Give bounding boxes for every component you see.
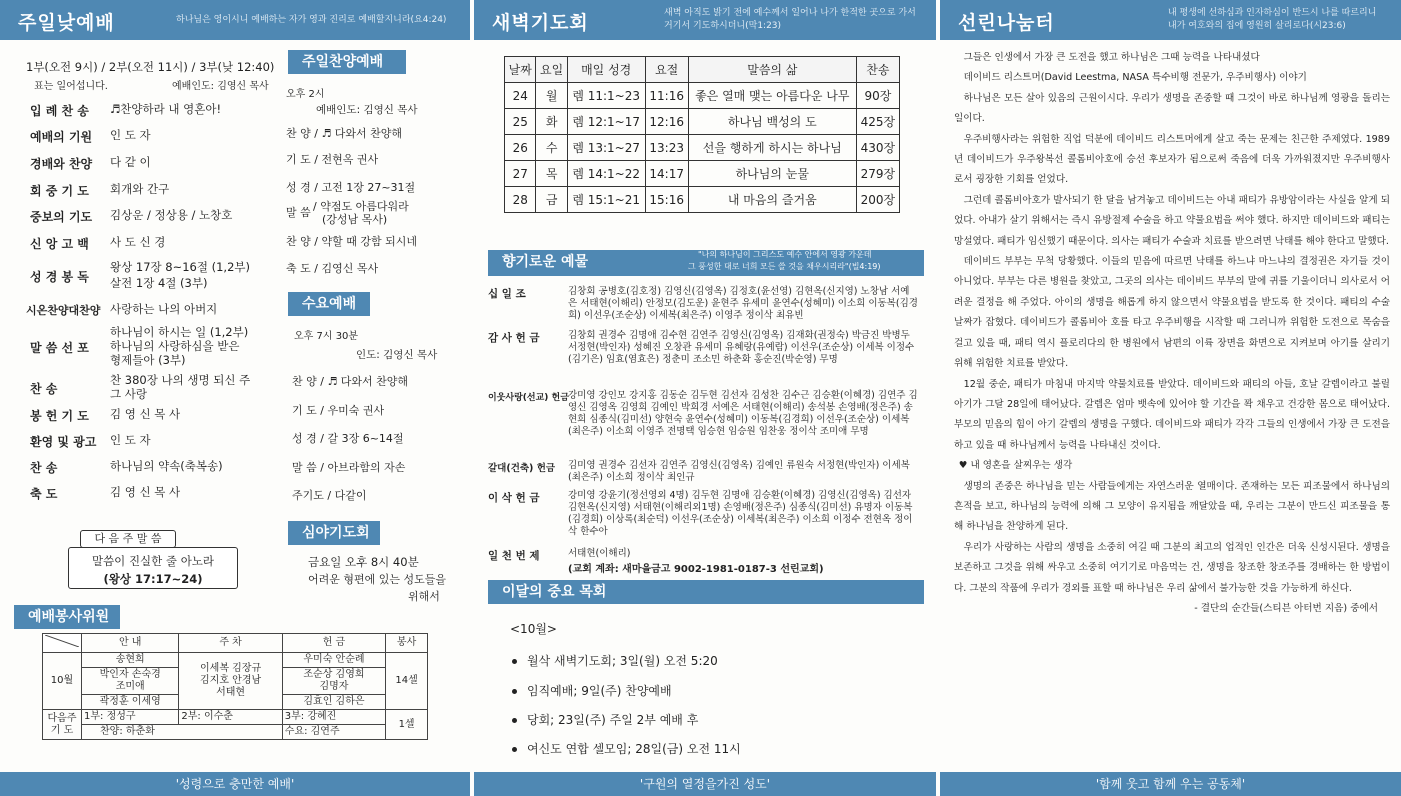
offering-verse: 그 풍성한 대로 너희 모든 쓸 것을 채우시리라"(빌4:19) xyxy=(688,262,881,271)
order-value: 인 도 자 xyxy=(110,128,151,142)
essay-paragraph: 우주비행사라는 위험한 직업 덕분에 데이비드 리스트머에게 살고 죽는 문제는 친근한 주제였다. 1989년 데이비드가 우주왕복선 콜롬비아호에 승선 후보자가 됨으로써 죽음에 더욱 가까워졌지만 우주비행사로서 굉장한 기회를 얻었다. xyxy=(954,133,1390,186)
praise-time: 오후 2시 xyxy=(286,89,325,100)
cell-verse: 15:16 xyxy=(645,187,688,213)
wednesday-time: 오후 7시 30분 xyxy=(294,331,359,342)
wednesday-leader: 인도: 김영신 목사 xyxy=(356,349,438,361)
wednesday-item-value: / 아브라함의 자손 xyxy=(320,461,406,474)
table-header: 매일 성경 xyxy=(567,57,645,83)
footer-motto: '함께 웃고 함께 우는 공동체' xyxy=(940,772,1401,796)
order-value: 그 사랑 xyxy=(110,387,147,401)
essay-paragraph: 우리가 사랑하는 사람의 생명을 소중히 여길 때 그분의 최고의 업적인 인간은 더욱 신성시된다. 생명을 보존하고 그것을 위해 싸우고 소중히 여기기로 마음먹는 건, 생명을 창조한 창조주를 경배하는 한 방법이다. 그분의 작품에 우리가 경외를 표할 때 하나님은 우리 삶에서 불가능한 것을 가능하게 하신다. xyxy=(954,541,1390,594)
cell-hymn: 279장 xyxy=(856,161,899,187)
table-cell: 2부: 이수춘 xyxy=(179,710,282,725)
order-value: 김 영 신 목 사 xyxy=(110,485,181,499)
cell-reading: 렘 13:1~27 xyxy=(567,135,645,161)
table-header: 요일 xyxy=(536,57,567,83)
bullet-icon xyxy=(512,689,517,694)
order-label: 신 앙 고 백 xyxy=(30,237,89,251)
essay-source: - 결단의 순간들(스티븐 아터번 지음) 중에서 xyxy=(1194,602,1378,614)
order-value: 김 영 신 목 사 xyxy=(110,407,181,421)
cell-day: 목 xyxy=(536,161,567,187)
cell-hymn: 425장 xyxy=(856,109,899,135)
wednesday-item-value: / ♬ 다와서 찬양해 xyxy=(320,375,409,388)
footer-motto: '성령으로 충만한 예배' xyxy=(0,772,470,796)
parking-name: 서태현 xyxy=(216,687,246,698)
essay-paragraph: 그들은 인생에서 가장 큰 도전을 했고 하나님은 그때 능력을 나타내셨다 xyxy=(963,52,1260,63)
standing-notice: 표는 일어섭니다. xyxy=(34,81,108,92)
offering-label: 이 삭 헌 금 xyxy=(488,492,540,504)
sunday-worship-verse: 하나님은 영이시니 예배하는 자가 영과 진리로 예배할지니라(요4:24) xyxy=(176,15,447,25)
wednesday-item xyxy=(292,404,384,418)
offering-verse: "나의 하나님이 그리스도 예수 안에서 영광 가운데 xyxy=(698,250,872,259)
cell-theme: 하나님 백성의 도 xyxy=(688,109,856,135)
offering-label: 갈대(건축) 헌금 xyxy=(488,463,556,474)
table-corner xyxy=(43,634,82,653)
offering-names: 김창회 권경수 김명애 김수현 김연주 김영신(김영옥) 김재화(권정숙) 박금진 박병두 서정현(박인자) 성혜진 오창관 유세미 유혜랑(유예람) 이선우(조순상) 이세복 이정수(김기은) 임효(염효은) 정춘미 조소민 하춘화 홍순진(박순영) 무명 xyxy=(568,330,915,365)
event-text: 당회; 23일(주) 주일 2부 예배 후 xyxy=(527,713,699,727)
order-value: 인 도 자 xyxy=(110,433,151,447)
praise-item-value: / ♬ 다와서 찬양해 xyxy=(314,127,403,140)
table-cell: 찬양: 하춘화 xyxy=(82,725,283,740)
event-item xyxy=(512,652,718,669)
offering-label: 이웃사랑(선교) 헌금 xyxy=(488,393,569,403)
worship-leader: 예배인도: 김영신 목사 xyxy=(172,81,269,92)
essay-paragraph: 하나님은 모든 살아 있음의 근원이시다. 우리가 생명을 존중할 때 그것이 바로 하나님께 영광을 돌리는 일이다. xyxy=(954,92,1390,125)
church-account: (교회 계좌: 새마을금고 9002-1981-0187-3 선린교회) xyxy=(568,564,824,575)
cell-theme: 선을 행하게 하시는 하나님 xyxy=(688,135,856,161)
night-prayer-time: 금요일 오후 8시 40분 xyxy=(308,555,419,569)
worship-times: 1부(오전 9시) / 2부(오전 11시) / 3부(낮 12:40) xyxy=(26,60,275,74)
events-title: 이달의 중요 목회 xyxy=(488,580,924,604)
guide-name: 조미애 xyxy=(115,681,145,692)
praise-item-value: (강성남 목사) xyxy=(322,213,388,226)
praise-item xyxy=(286,153,378,167)
wednesday-item-value: / 갈 3장 6~14절 xyxy=(320,432,404,445)
bullet-icon xyxy=(512,718,517,723)
sunday-worship-title: 주일낮예배 xyxy=(18,12,115,34)
order-value: 사 도 신 경 xyxy=(110,235,166,249)
table-cell-service: 1셀 xyxy=(386,710,428,740)
table-cell: 송현희 xyxy=(82,653,179,668)
service-committee-title: 예배봉사위원 xyxy=(14,605,120,629)
table-cell: 곽정훈 이세영 xyxy=(82,695,179,710)
wednesday-item xyxy=(292,432,404,446)
parking-name: 이세복 김장규 xyxy=(200,663,262,674)
cell-reading: 렘 15:1~21 xyxy=(567,187,645,213)
praise-item xyxy=(286,181,415,195)
essay-paragraph: 데이비드 부부는 무척 당황했다. 이들의 믿음에 따르면 낙태를 하느냐 마느냐의 결정권은 자기들 것이 아니었다. 부부는 다른 병원을 찾았고, 그곳의 의사는 데이비드 부부의 말에 귀를 기울이더니 의사로서 어려운 결정을 해 주었다. 아이의 생명을 해롭게 하지 않으면서 약물요법을 받도록 한 것이다. 패티의 수술 날짜가 잡혔다. 데이비드가 콜롬비아 호를 타고 우주비행을 시작할 때 그러니까 위험한 도전으로 목숨을 걸고 있을 때, 패티 역시 플로리다의 한 병원에서 남편의 이륙 장면을 화면으로 지켜보며 아기를 살리기 위해 위험한 치료를 받았다. xyxy=(954,256,1390,370)
offering-name: 조순상 김영희 xyxy=(303,669,365,680)
next-week-sermon: 말씀이 진실한 줄 아노라 xyxy=(91,554,215,568)
table-row xyxy=(505,161,900,187)
cell-hymn: 90장 xyxy=(856,83,899,109)
order-value: 형제들아 (3부) xyxy=(110,353,186,367)
offering-header xyxy=(488,250,924,276)
order-label: 경배와 찬양 xyxy=(30,157,93,171)
offering-name: 김명자 xyxy=(319,681,349,692)
guide-name: 박인자 손숙경 xyxy=(99,669,161,680)
table-cell xyxy=(282,668,385,695)
cell-date: 26 xyxy=(505,135,536,161)
event-text: 임직예배; 9일(주) 찬양예배 xyxy=(527,684,672,698)
cell-verse: 12:16 xyxy=(645,109,688,135)
cell-date: 27 xyxy=(505,161,536,187)
cell-date: 24 xyxy=(505,83,536,109)
sharing-header xyxy=(940,0,1401,40)
essay-body xyxy=(954,48,1390,619)
cell-day: 화 xyxy=(536,109,567,135)
order-value: 살전 1장 4절 (3부) xyxy=(110,276,208,290)
table-header: 안 내 xyxy=(82,634,179,653)
cell-theme: 좋은 열매 맺는 아름다운 나무 xyxy=(688,83,856,109)
cell-hymn: 200장 xyxy=(856,187,899,213)
essay-paragraph: 그런데 콜롬비아호가 발사되기 한 달을 남겨놓고 데이비드는 아내 패티가 유방암이라는 사실을 알게 되었다. 아내가 살기 위해서는 즉시 유방절제 수술을 하고 약물요법을 써야 했다. 하지만 데이비드와 패티는 망설였다. 패티가 임신했기 때문이다. 의사는 패티가 수술과 치료를 받으려면 낙태를 해야 한다고 말했다. xyxy=(954,194,1390,247)
praise-item xyxy=(286,262,378,276)
table-cell-parking xyxy=(179,653,282,710)
praise-leader: 예배인도: 김영신 목사 xyxy=(316,104,418,116)
praise-item-value: / 김영신 목사 xyxy=(314,262,379,275)
table-cell-service: 14셀 xyxy=(386,653,428,710)
table-cell: 1부: 정성구 xyxy=(82,710,179,725)
cell-verse: 14:17 xyxy=(645,161,688,187)
order-label: 찬 송 xyxy=(30,461,58,475)
next-week-box xyxy=(68,547,238,589)
table-header: 날짜 xyxy=(505,57,536,83)
dawn-prayer-header xyxy=(474,0,936,40)
bullet-icon xyxy=(512,659,517,664)
table-cell: 수요: 김연주 xyxy=(282,725,385,740)
next-week-label: 다 음 주 말 씀 xyxy=(80,530,176,548)
essay-paragraph: 12월 중순, 패티가 마침내 마지막 약물치료를 받았다. 데이비드와 패티의 아들, 호날 갈렙이라고 불릴 아기가 그달 28일에 태어났다. 갈렙은 엄마 뱃속에 있어야 할 기간을 꽉 채우고 건강한 몸으로 태어났다. 부모의 믿음의 힘이 아기 갈렙의 생명을 구했다. 데이비드와 패티가 각각 그들의 인생에서 가장 큰 도전을 하고 있을 때 하나님께서 능력을 나타내신 것이다. xyxy=(954,378,1390,451)
offering-names: 김창회 공병호(김호정) 김영신(김영옥) 김정호(윤선영) 김현옥(신지영) 노창남 서예은 서태현(이해리) 안정모(김도운) 윤현주 유세미 윤연수(성혜미) 이소희 이동복(김경희) 이선우(조순상) 이세복(최은주) 이영주 정이삭 최유빈 xyxy=(568,286,918,321)
table-header: 봉사 xyxy=(386,634,428,653)
wednesday-item xyxy=(292,375,408,389)
footer-motto: '구원의 열정을가진 성도' xyxy=(474,772,936,796)
table-header: 헌 금 xyxy=(282,634,385,653)
table-cell-month: 10월 xyxy=(43,653,82,710)
table-header: 말씀의 삶 xyxy=(688,57,856,83)
praise-item-label: 성 경 xyxy=(286,181,311,194)
offering-list xyxy=(488,286,928,586)
event-item xyxy=(512,711,698,728)
column-sunday-worship xyxy=(0,0,470,796)
cell-verse: 11:16 xyxy=(645,83,688,109)
wednesday-item-label: 말 씀 xyxy=(292,461,317,474)
cell-day: 수 xyxy=(536,135,567,161)
cell-reading: 렘 11:1~23 xyxy=(567,83,645,109)
table-row xyxy=(505,187,900,213)
wednesday-item-label: 찬 양 xyxy=(292,375,317,388)
order-label: 입 례 찬 송 xyxy=(30,104,89,118)
order-value: 다 같 이 xyxy=(110,155,151,169)
event-item xyxy=(512,740,741,757)
praise-item-label: 기 도 xyxy=(286,153,311,166)
sharing-title: 선린나눔터 xyxy=(958,12,1055,34)
cell-theme: 하나님의 눈물 xyxy=(688,161,856,187)
offering-label: 감 사 헌 금 xyxy=(488,332,540,344)
praise-item-label: 찬 양 xyxy=(286,235,311,248)
order-label: 예배의 기원 xyxy=(30,130,93,144)
praise-item-value: / 약점도 아름다워라 xyxy=(313,200,409,213)
event-text: 여신도 연합 셀모임; 28일(금) 오전 11시 xyxy=(527,742,741,756)
order-label: 중보의 기도 xyxy=(30,210,93,224)
order-value: 하나님의 사랑하심을 받은 xyxy=(110,339,240,353)
event-item xyxy=(512,682,672,699)
nextweek-label: 기 도 xyxy=(50,724,74,736)
cell-reading: 렘 14:1~22 xyxy=(567,161,645,187)
wednesday-item xyxy=(292,489,366,503)
offering-names: 서태현(이해리) xyxy=(568,548,631,559)
praise-item-value: / 전현옥 권사 xyxy=(314,153,379,166)
praise-item-label: 찬 양 xyxy=(286,127,311,140)
order-label: 회 중 기 도 xyxy=(30,184,89,198)
essay-paragraph: 생명의 존중은 하나님을 믿는 사람들에게는 자연스러운 열매이다. 존재하는 모든 피조물에서 하나님의 흔적을 보고, 하나님의 능력에 의해 그 모양이 유지됨을 깨달았을 때, 우리는 그분이 만드신 피조물을 통해 하나님을 찬양하게 된다. xyxy=(954,480,1390,533)
cell-reading: 렘 12:1~17 xyxy=(567,109,645,135)
wednesday-item-label: 주기도 xyxy=(292,489,324,502)
order-value: 하나님이 하시는 일 (1,2부) xyxy=(110,325,249,339)
offering-names: 김미영 권경수 김선자 김연주 김영신(김영옥) 김예인 류원숙 서정현(박인자) 이세복(최은주) 이소희 정이삭 최인규 xyxy=(568,460,910,483)
nextweek-label: 다음주 xyxy=(47,712,77,724)
essay-paragraph: 데이비드 리스트머(David Leestma, NASA 특수비행 전문가, 우주비행사) 이야기 xyxy=(963,72,1307,84)
order-value: 회개와 간구 xyxy=(110,182,170,196)
next-week-ref: (왕상 17:17~24) xyxy=(103,572,203,586)
praise-item-label: 말 씀 xyxy=(286,206,311,219)
dawn-prayer-verse: 새벽 아직도 밝기 전에 예수께서 일어나 나가 한적한 곳으로 가서 xyxy=(664,8,916,18)
table-header: 찬송 xyxy=(856,57,899,83)
offering-title: 향기로운 예물 xyxy=(502,254,589,270)
cell-verse: 13:23 xyxy=(645,135,688,161)
dawn-schedule-table xyxy=(504,56,900,213)
cell-hymn: 430장 xyxy=(856,135,899,161)
order-label: 환영 및 광고 xyxy=(30,435,97,449)
praise-item-label: 축 도 xyxy=(286,262,311,275)
cell-theme: 내 마음의 즐거움 xyxy=(688,187,856,213)
offering-names: 강미영 강윤기(정선영외 4명) 김두현 김명애 김승환(이혜경) 김영신(김영옥) 김선자 김현옥(신지영) 서태현(이해리외1명) 손영배(정은주) 심종식(김미선) 유명자 이동복(김경희) 이상록(최순덕) 이선우(조순상) 이세복(최은주) 이소희 이정수 전현옥 정이삭 한수아 xyxy=(568,490,913,537)
praise-item xyxy=(286,127,402,141)
wednesday-item-value: / 우미숙 권사 xyxy=(320,404,385,417)
table-cell-nextweek xyxy=(43,710,82,740)
offering-label: 일 천 번 제 xyxy=(488,550,540,562)
event-text: 월삭 새벽기도회; 3일(월) 오전 5:20 xyxy=(527,654,718,668)
order-label: 축 도 xyxy=(30,487,58,501)
cell-day: 월 xyxy=(536,83,567,109)
events-month: <10월> xyxy=(510,622,557,636)
table-row xyxy=(505,135,900,161)
cell-date: 25 xyxy=(505,109,536,135)
wednesday-item xyxy=(292,461,405,475)
table-row xyxy=(505,109,900,135)
offering-label: 십 일 조 xyxy=(488,288,526,300)
night-prayer-purpose: 어려운 형편에 있는 성도들을 xyxy=(308,573,447,586)
column-sharing xyxy=(940,0,1401,796)
dawn-prayer-title: 새벽기도회 xyxy=(492,12,589,34)
table-cell: 우미숙 안순례 xyxy=(282,653,385,668)
wednesday-item-label: 기 도 xyxy=(292,404,317,417)
order-label: 말 씀 선 포 xyxy=(30,341,89,355)
wednesday-item-label: 성 경 xyxy=(292,432,317,445)
praise-item xyxy=(286,235,417,249)
order-value: ♬찬양하라 내 영혼아! xyxy=(110,102,222,116)
order-label: 찬 송 xyxy=(30,382,58,396)
table-cell xyxy=(82,668,179,695)
praise-item-value: / 고전 1장 27~31절 xyxy=(314,181,416,194)
order-label: 성 경 봉 독 xyxy=(30,270,89,284)
column-dawn-prayer xyxy=(474,0,936,796)
table-cell: 김효인 김하은 xyxy=(282,695,385,710)
order-value: 사랑하는 나의 아버지 xyxy=(110,302,218,316)
order-value: 찬 380장 나의 생명 되신 주 xyxy=(110,373,251,387)
parking-name: 김지호 안경남 xyxy=(200,675,262,686)
sharing-verse: 내 평생에 선하심과 인자하심이 반드시 나를 따르리니 xyxy=(1168,8,1377,18)
sunday-worship-header xyxy=(0,0,470,40)
bullet-icon xyxy=(512,747,517,752)
night-prayer-purpose: 위해서 xyxy=(408,590,440,603)
wednesday-worship-title: 수요예배 xyxy=(288,292,370,316)
sharing-verse: 내가 여호와의 집에 영원히 살리로다(시23:6) xyxy=(1168,21,1346,31)
dawn-prayer-verse: 거기서 기도하시더니(막1:23) xyxy=(664,21,782,31)
table-row xyxy=(505,83,900,109)
order-value: 김상운 / 정상용 / 노창호 xyxy=(110,208,233,222)
table-header: 요절 xyxy=(645,57,688,83)
order-value: 하나님의 약속(축복송) xyxy=(110,459,223,473)
cell-day: 금 xyxy=(536,187,567,213)
table-header: 주 차 xyxy=(179,634,282,653)
wednesday-item-value: / 다같이 xyxy=(327,489,367,502)
service-committee-table xyxy=(42,633,428,740)
offering-names: 강미영 강인모 강지홍 김동순 김두현 김선자 김성찬 김수근 김승환(이혜경) 김연주 김영신 김영옥 김영희 김예인 박희경 서예은 서태현(이해리) 송석봉 손영배(정은주) 송현희 심종식(김미선) 양현숙 윤연수(성혜미) 이동복(김경희) 이선우(조순상) 이세복(최은주) 이소희 이영주 전명택 임승현 임승원 임찬웅 정이삭 조미애 무명 xyxy=(568,390,918,437)
praise-worship-title: 주일찬양예배 xyxy=(288,50,406,74)
order-value: 왕상 17장 8~16절 (1,2부) xyxy=(110,260,250,274)
essay-subheading: ♥ 내 영혼을 살찌우는 생각 xyxy=(958,460,1073,472)
order-label: 시온찬양대찬양 xyxy=(26,304,101,317)
diagonal-line-icon xyxy=(45,635,79,647)
order-label: 봉 헌 기 도 xyxy=(30,409,89,423)
praise-item-value: / 약할 때 강함 되시네 xyxy=(314,235,417,248)
cell-date: 28 xyxy=(505,187,536,213)
table-cell: 3부: 강혜진 xyxy=(282,710,385,725)
night-prayer-title: 심야기도회 xyxy=(288,521,380,545)
